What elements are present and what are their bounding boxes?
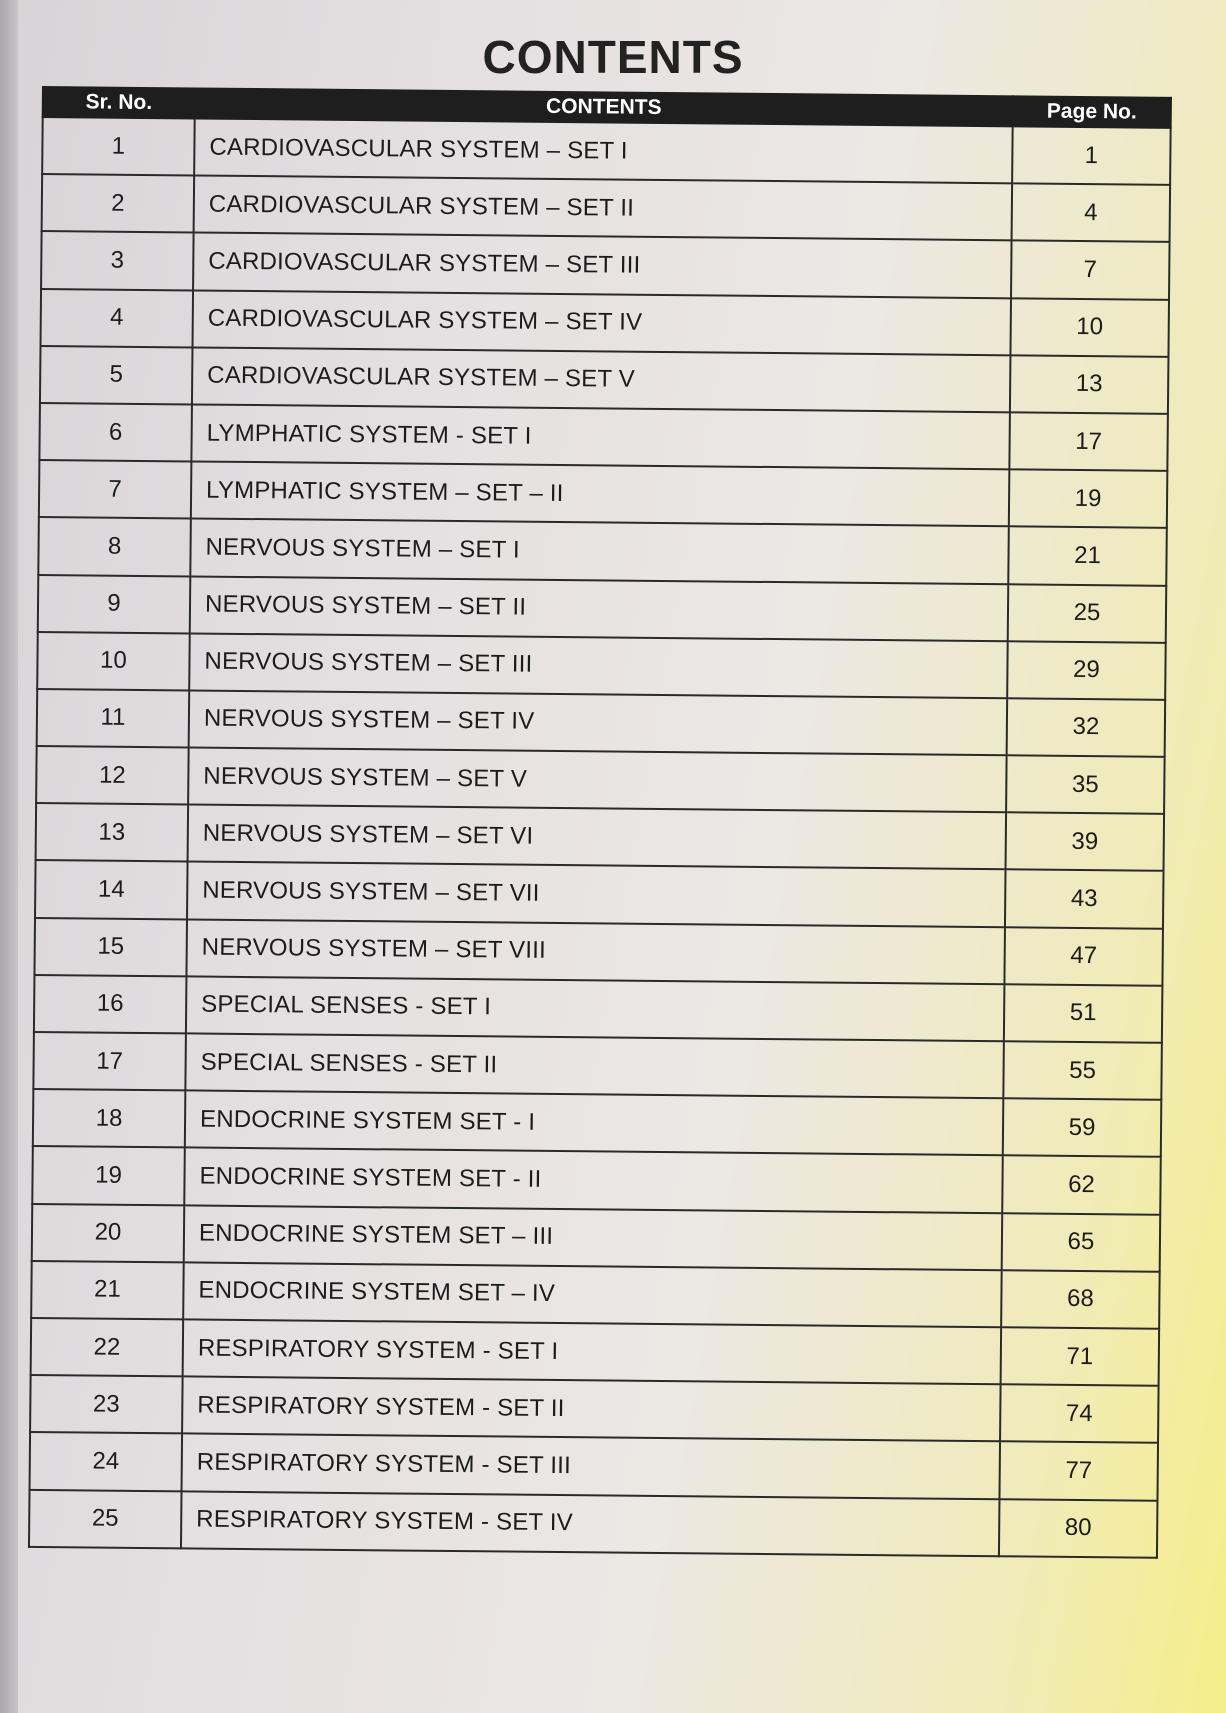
table-body — [29, 117, 1171, 1557]
chapter-title-cell: ENDOCRINE SYSTEM SET – III — [184, 1205, 1003, 1270]
sr-no-cell: 2 — [42, 174, 195, 233]
table-row — [30, 1432, 1158, 1500]
sr-no-cell: 5 — [40, 346, 193, 405]
sr-no-cell: 14 — [35, 860, 188, 919]
table-row — [42, 174, 1170, 242]
chapter-title-cell: CARDIOVASCULAR SYSTEM – SET IV — [192, 290, 1011, 355]
page-number-cell: 32 — [1007, 698, 1166, 757]
sr-no-cell: 17 — [33, 1032, 186, 1091]
header-page-no: Page No. — [1013, 96, 1171, 128]
chapter-title-cell: NERVOUS SYSTEM – SET I — [190, 519, 1009, 584]
chapter-title-cell: RESPIRATORY SYSTEM - SET IV — [181, 1491, 1000, 1556]
page-number-cell: 39 — [1006, 813, 1165, 872]
chapter-title-cell: ENDOCRINE SYSTEM SET - II — [184, 1148, 1003, 1213]
sr-no-cell: 19 — [32, 1146, 185, 1205]
page-number-cell: 65 — [1002, 1213, 1161, 1272]
chapter-title-cell: CARDIOVASCULAR SYSTEM – SET III — [193, 233, 1012, 298]
sr-no-cell: 13 — [36, 803, 189, 862]
header-contents: CONTENTS — [195, 88, 1013, 126]
chapter-title-cell: NERVOUS SYSTEM – SET II — [190, 576, 1009, 641]
page-number-cell: 35 — [1006, 755, 1165, 814]
page-number-cell: 25 — [1008, 584, 1167, 643]
page-number-cell: 4 — [1012, 184, 1171, 243]
page-number-cell: 74 — [1000, 1384, 1159, 1443]
page-number-cell: 80 — [999, 1499, 1158, 1558]
chapter-title-cell: NERVOUS SYSTEM – SET VII — [187, 862, 1006, 927]
page-number-cell: 21 — [1008, 527, 1167, 586]
page-number-cell: 71 — [1001, 1327, 1160, 1386]
chapter-title-cell: NERVOUS SYSTEM – SET VIII — [186, 919, 1005, 984]
table-row — [30, 1375, 1158, 1443]
chapter-title-cell: NERVOUS SYSTEM – SET VI — [188, 805, 1007, 870]
page-number-cell: 29 — [1007, 641, 1166, 700]
chapter-title-cell: NERVOUS SYSTEM – SET III — [189, 633, 1008, 698]
chapter-title-cell: RESPIRATORY SYSTEM - SET I — [183, 1319, 1002, 1384]
table-row — [37, 632, 1165, 700]
chapter-title-cell: SPECIAL SENSES - SET I — [186, 976, 1005, 1041]
chapter-title-cell: RESPIRATORY SYSTEM - SET III — [182, 1434, 1001, 1499]
table-row — [34, 975, 1162, 1043]
sr-no-cell: 21 — [31, 1261, 184, 1320]
table-row — [39, 460, 1167, 528]
page-title: CONTENTS — [482, 31, 744, 83]
table-row — [36, 803, 1164, 871]
page-number-cell: 19 — [1009, 469, 1168, 528]
chapter-title-cell: ENDOCRINE SYSTEM SET – IV — [183, 1262, 1002, 1327]
sr-no-cell: 20 — [32, 1204, 185, 1263]
sr-no-cell: 4 — [41, 289, 194, 348]
table-row — [36, 746, 1164, 814]
table-row — [32, 1204, 1160, 1272]
chapter-title-cell: LYMPHATIC SYSTEM - SET I — [191, 404, 1010, 469]
page-number-cell: 62 — [1002, 1156, 1161, 1215]
page-number-cell: 55 — [1003, 1041, 1162, 1100]
page-binding-edge — [0, 0, 18, 1713]
table-row — [38, 574, 1166, 642]
sr-no-cell: 6 — [39, 403, 192, 462]
table-row — [41, 231, 1169, 299]
chapter-title-cell: RESPIRATORY SYSTEM - SET II — [182, 1377, 1001, 1442]
table-row — [33, 1032, 1161, 1100]
contents-table — [28, 86, 1172, 1558]
sr-no-cell: 8 — [38, 517, 191, 576]
table-row — [35, 860, 1163, 928]
header-sr-no: Sr. No. — [43, 87, 195, 118]
sr-no-cell: 25 — [29, 1489, 182, 1548]
page-number-cell: 59 — [1003, 1098, 1162, 1157]
sr-no-cell: 23 — [30, 1375, 183, 1434]
page-number-cell: 51 — [1004, 984, 1163, 1043]
chapter-title-cell: CARDIOVASCULAR SYSTEM – SET I — [194, 118, 1013, 183]
page-number-cell: 17 — [1009, 412, 1168, 471]
table-row — [42, 117, 1170, 185]
sr-no-cell: 1 — [42, 117, 195, 176]
page-number-cell: 1 — [1012, 126, 1171, 185]
table-row — [41, 289, 1169, 357]
sr-no-cell: 10 — [37, 632, 190, 691]
sr-no-cell: 9 — [38, 574, 191, 633]
table-row — [29, 1489, 1157, 1557]
sr-no-cell: 11 — [37, 689, 190, 748]
sr-no-cell: 24 — [30, 1432, 183, 1491]
sr-no-cell: 3 — [41, 231, 194, 290]
chapter-title-cell: SPECIAL SENSES - SET II — [185, 1033, 1004, 1098]
table-row — [40, 346, 1168, 414]
page-number-cell: 77 — [999, 1442, 1158, 1501]
page-number-cell: 47 — [1004, 927, 1163, 986]
chapter-title-cell: CARDIOVASCULAR SYSTEM – SET II — [194, 176, 1013, 241]
page-number-cell: 7 — [1011, 241, 1170, 300]
chapter-title-cell: CARDIOVASCULAR SYSTEM – SET V — [192, 347, 1011, 412]
chapter-title-cell: NERVOUS SYSTEM – SET V — [188, 748, 1007, 813]
page-number-cell: 10 — [1010, 298, 1169, 357]
page-number-cell: 43 — [1005, 870, 1164, 929]
table-row — [31, 1318, 1159, 1386]
table-row — [37, 689, 1165, 757]
sr-no-cell: 22 — [31, 1318, 184, 1377]
sr-no-cell: 15 — [34, 918, 187, 977]
table-row — [39, 403, 1167, 471]
table-row — [32, 1146, 1160, 1214]
chapter-title-cell: NERVOUS SYSTEM – SET IV — [189, 690, 1008, 755]
sr-no-cell: 18 — [33, 1089, 186, 1148]
page-number-cell: 13 — [1010, 355, 1169, 414]
table-row — [38, 517, 1166, 585]
sr-no-cell: 7 — [39, 460, 192, 519]
sr-no-cell: 16 — [34, 975, 187, 1034]
chapter-title-cell: ENDOCRINE SYSTEM SET - I — [185, 1091, 1004, 1156]
chapter-title-cell: LYMPHATIC SYSTEM – SET – II — [191, 462, 1010, 527]
page-number-cell: 68 — [1001, 1270, 1160, 1329]
table-row — [33, 1089, 1161, 1157]
sr-no-cell: 12 — [36, 746, 189, 805]
